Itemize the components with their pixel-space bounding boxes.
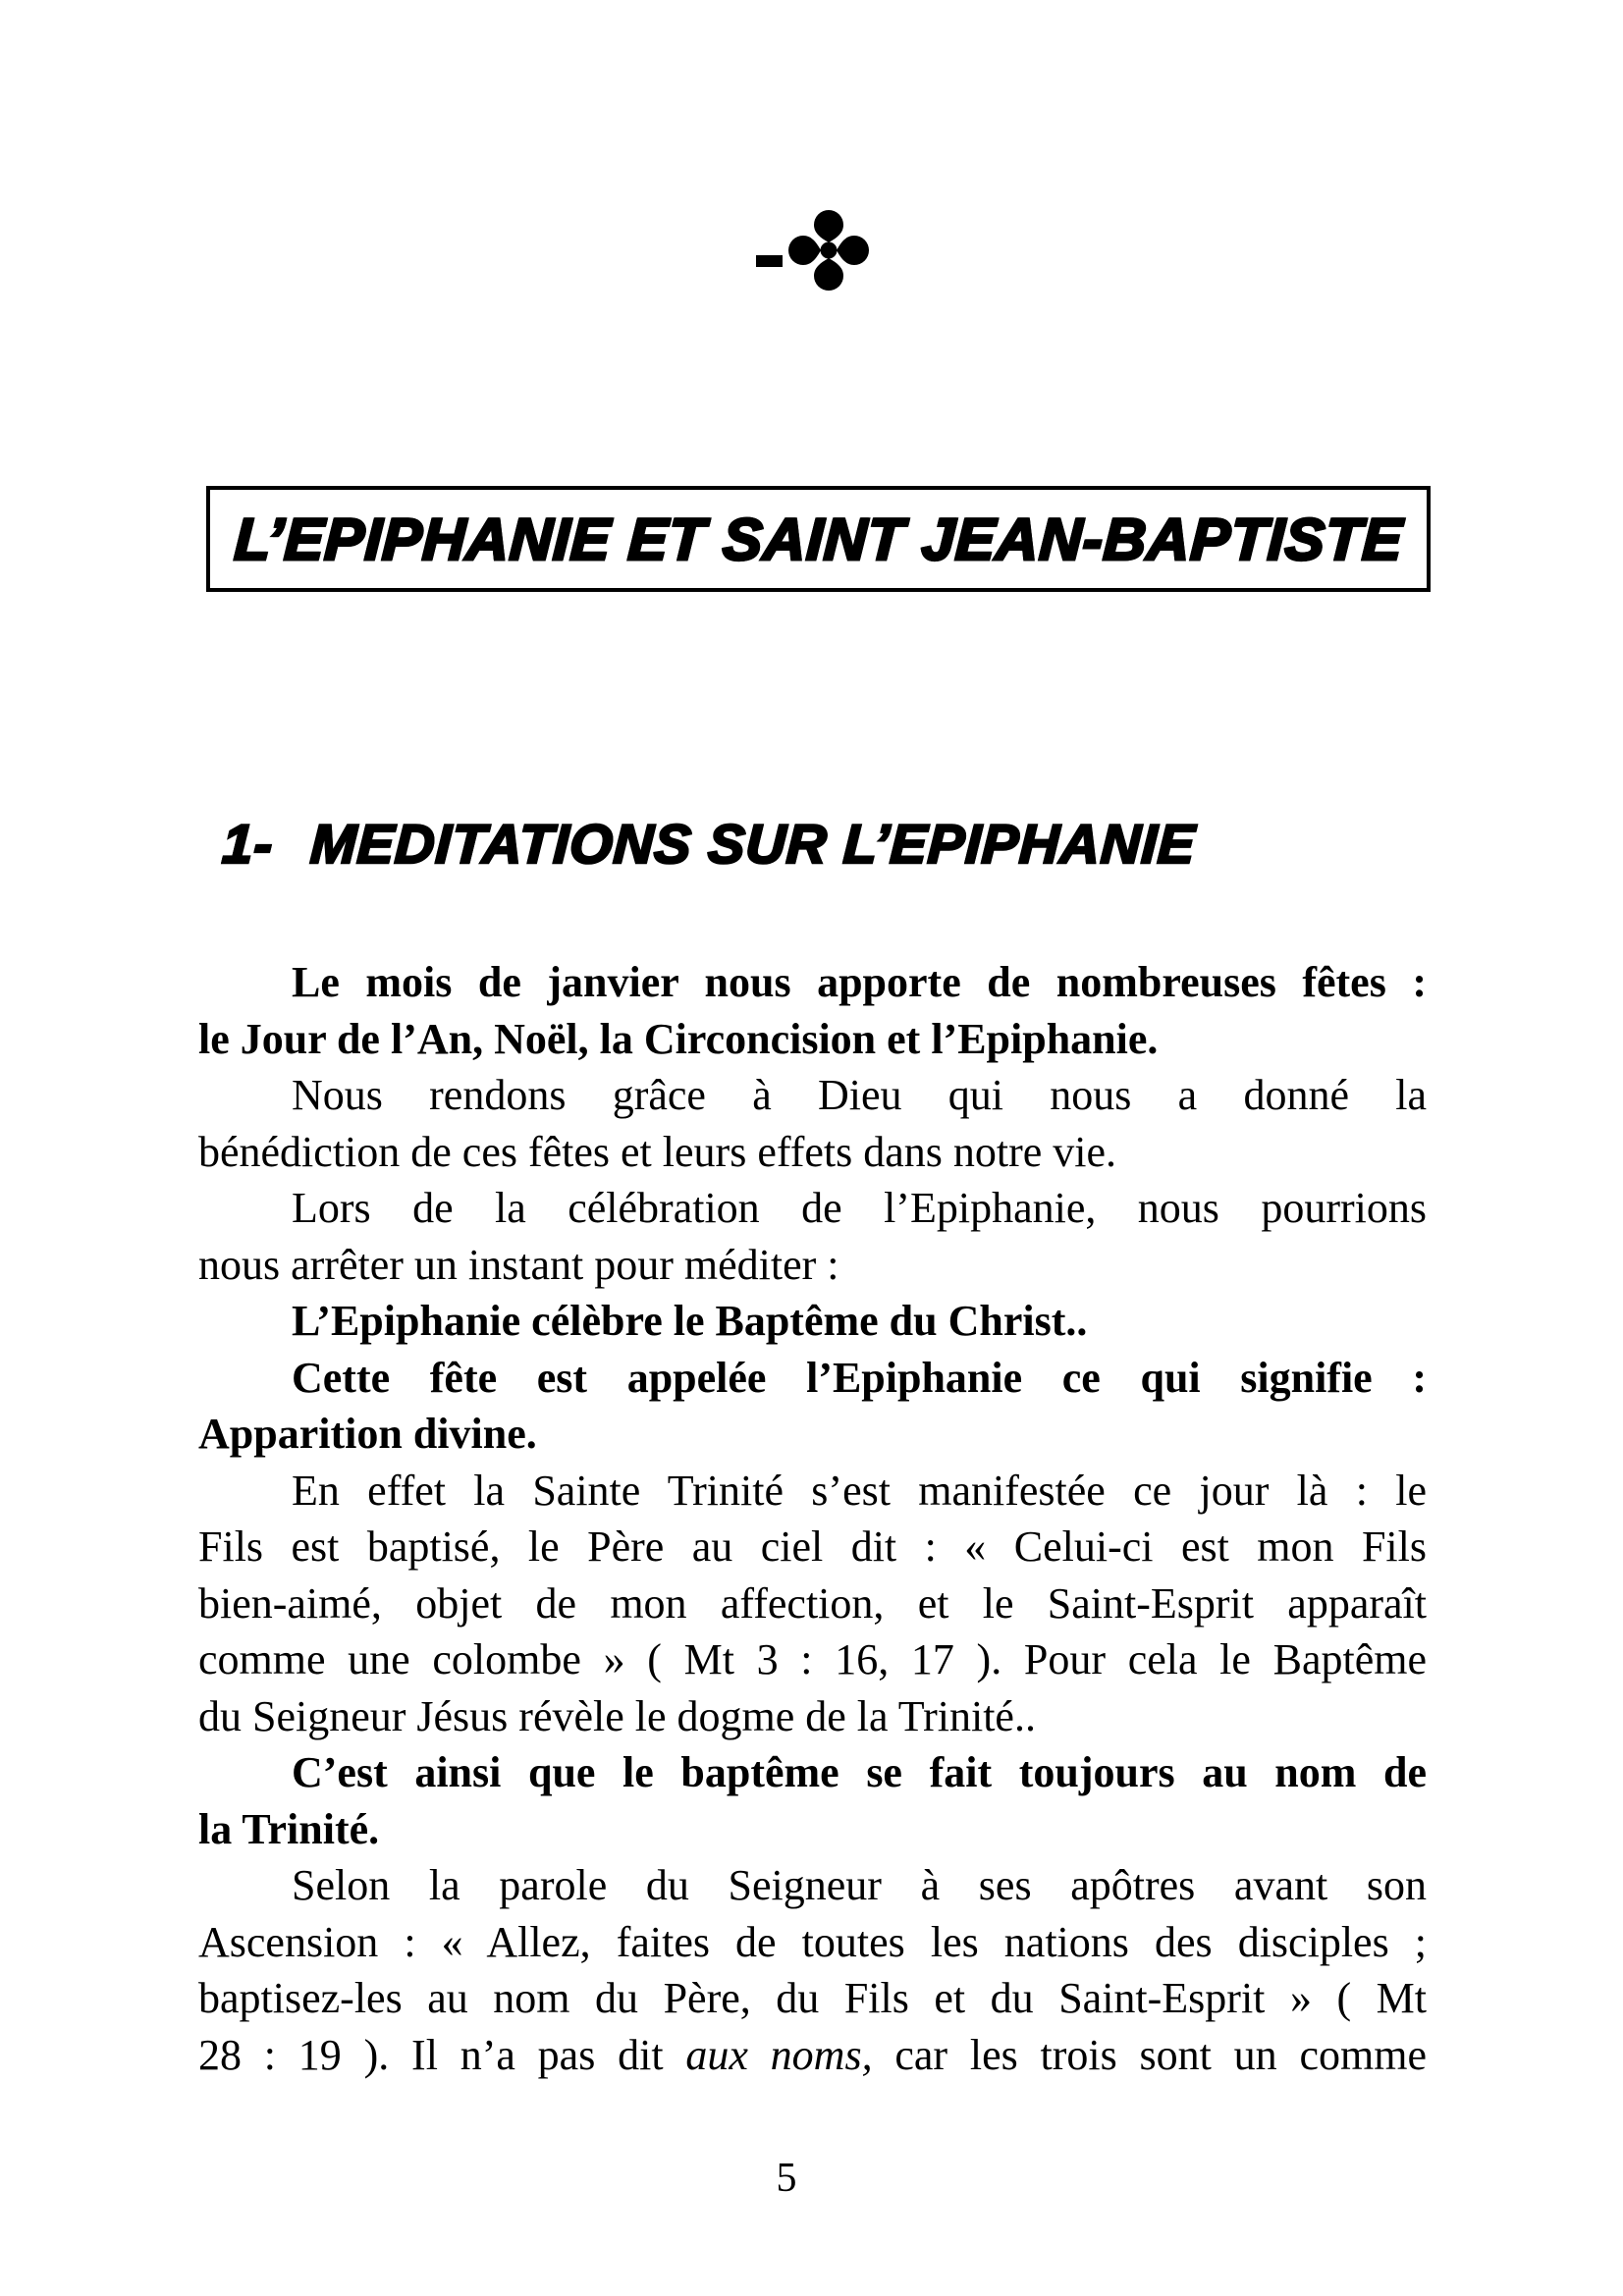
paragraph — [198, 1350, 1427, 1463]
title-box — [206, 486, 1431, 592]
text-segment: L’Epiphanie célèbre le Baptême du Christ.. — [292, 1297, 1088, 1345]
text-line — [198, 1970, 1427, 2027]
ornament-cross-icon — [753, 206, 871, 294]
italic-text-segment: aux noms, — [685, 2030, 873, 2079]
text-line — [198, 954, 1427, 1011]
text-segment: Apparition divine. — [198, 1410, 537, 1458]
text-segment: car les trois sont un comme — [872, 2030, 1427, 2079]
text-segment: Selon la parole du Seigneur à ses apôtres avant son — [292, 1861, 1427, 1909]
text-line — [198, 1914, 1427, 1971]
text-segment: 28 : 19 ). Il n’a pas dit — [198, 2030, 686, 2079]
paragraph — [198, 1857, 1427, 2083]
text-line — [198, 1180, 1427, 1237]
paragraph — [198, 1293, 1427, 1350]
text-segment: C’est ainsi que le baptême se fait toujours au nom de — [292, 1748, 1427, 1796]
text-line — [198, 2027, 1427, 2084]
paragraph — [198, 1744, 1427, 1857]
paragraph — [198, 1067, 1427, 1180]
text-segment: bénédiction de ces fêtes et leurs effets dans notre vie. — [198, 1127, 1117, 1176]
text-line — [198, 1067, 1427, 1124]
text-segment: Cette fête est appelée l’Epiphanie ce qui signifie : — [292, 1353, 1427, 1402]
section-heading — [220, 813, 1198, 875]
text-line — [198, 1801, 1427, 1858]
text-segment: Fils est baptisé, le Père au ciel dit : « Celui-ci est mon Fils — [198, 1522, 1427, 1571]
text-segment: En effet la Sainte Trinité s’est manifestée ce jour là : le — [292, 1466, 1427, 1515]
text-line — [198, 1857, 1427, 1914]
body-text — [198, 954, 1427, 2083]
text-line — [198, 1688, 1427, 1745]
text-segment: nous arrêter un instant pour méditer : — [198, 1240, 839, 1289]
text-line — [198, 1575, 1427, 1632]
text-line — [198, 1744, 1427, 1801]
text-line — [198, 1631, 1427, 1688]
text-line — [198, 1350, 1427, 1407]
text-segment: le Jour de l’An, Noël, la Circoncision et l’Epiphanie. — [198, 1014, 1159, 1063]
text-segment: Ascension : « Allez, faites de toutes les nations des disciples ; — [198, 1917, 1427, 1966]
text-line — [198, 1124, 1427, 1181]
section-heading-title: MEDITATIONS SUR L’EPIPHANIE — [308, 813, 1198, 875]
text-line — [198, 1011, 1427, 1068]
paragraph — [198, 954, 1427, 1067]
text-line — [198, 1463, 1427, 1520]
section-heading-number: 1- — [220, 813, 275, 875]
text-line — [198, 1406, 1427, 1463]
text-segment: bien-aimé, objet de mon affection, et le Saint-Esprit apparaît — [198, 1578, 1427, 1628]
text-segment: baptisez-les au nom du Père, du Fils et du Saint-Esprit » ( Mt — [198, 1974, 1427, 2022]
text-segment: Le mois de janvier nous apporte de nombreuses fêtes : — [292, 958, 1427, 1006]
text-segment: la Trinité. — [198, 1804, 380, 1853]
text-line — [198, 1519, 1427, 1575]
text-line — [198, 1237, 1427, 1294]
text-segment: Lors de la célébration de l’Epiphanie, nous pourrions — [292, 1184, 1427, 1232]
document-title: L’EPIPHANIE ET SAINT JEAN-BAPTISTE — [232, 506, 1405, 572]
text-segment: du Seigneur Jésus révèle le dogme de la Trinité.. — [198, 1691, 1036, 1740]
paragraph — [198, 1463, 1427, 1745]
paragraph — [198, 1180, 1427, 1293]
page-number: 5 — [776, 2156, 797, 2201]
text-line — [198, 1293, 1427, 1350]
text-segment: Nous rendons grâce à Dieu qui nous a donné la — [292, 1071, 1427, 1119]
text-segment: comme une colombe » ( Mt 3 : 16, 17 ). Pour cela le Baptême — [198, 1635, 1427, 1683]
